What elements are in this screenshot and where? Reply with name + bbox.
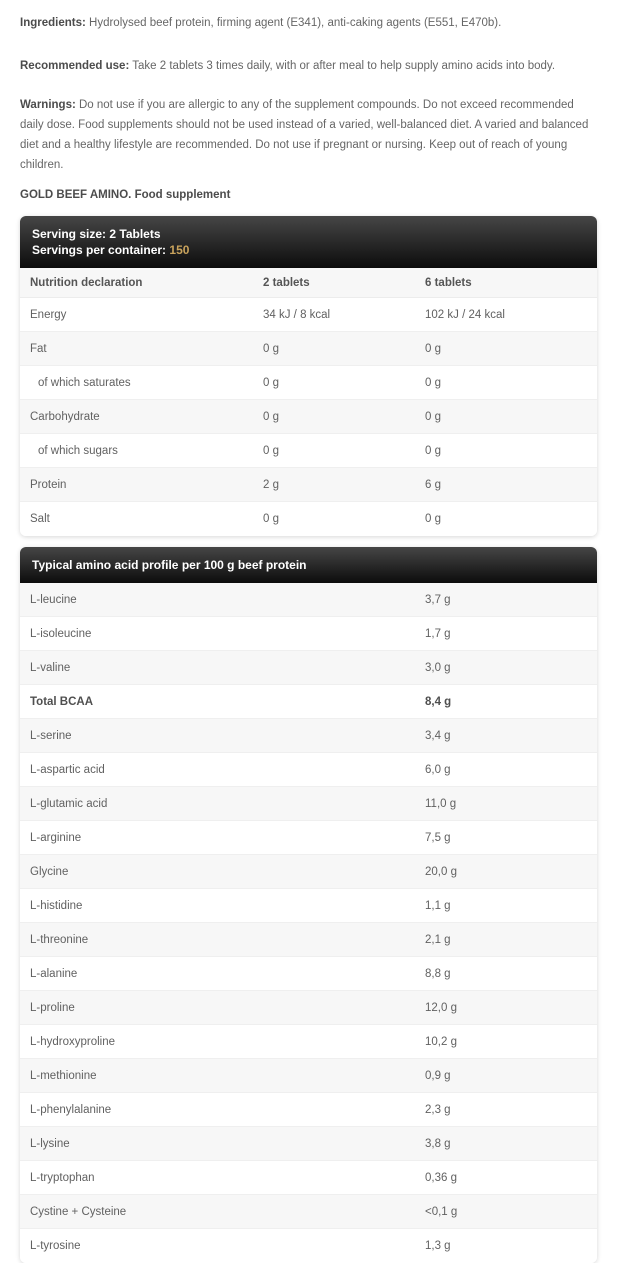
recommended-use-paragraph [20, 56, 597, 76]
amino-acid-value: 3,0 g [425, 661, 451, 674]
ingredients-text: Hydrolysed beef protein, firming agent (E341), anti-caking agents (E551, E470b). [89, 17, 502, 29]
nutrition-table-row [20, 434, 597, 468]
warnings-text: Do not use if you are allergic to any of the supplement compounds. Do not exceed recommended daily dose. Food supplements should not be used instead of a varied, well-balanced diet. A varied and balanced diet and a healthy lifestyle are recommended. Do not use if pregnant or nursing. Keep out of reach of young children. [20, 99, 589, 171]
amino-table-row [20, 753, 597, 787]
amino-acid-name: L-serine [30, 729, 72, 742]
column-nutrition-declaration: Nutrition declaration [30, 276, 143, 289]
nutrition-table-row [20, 400, 597, 434]
amino-acid-name: L-leucine [30, 593, 77, 606]
amino-acid-name: L-alanine [30, 967, 78, 980]
column-2-tablets: 2 tablets [263, 276, 310, 289]
amino-acid-name: L-valine [30, 661, 71, 674]
serving-size-value: 2 Tablets [109, 227, 161, 241]
amino-acid-value: 11,0 g [425, 797, 457, 810]
value-2-tablets: 0 g [263, 410, 279, 423]
value-2-tablets: 2 g [263, 478, 279, 491]
amino-acid-value: 7,5 g [425, 831, 451, 844]
amino-table-row [20, 1025, 597, 1059]
amino-acid-value: 2,1 g [425, 933, 451, 946]
value-6-tablets: 0 g [425, 342, 441, 355]
amino-acid-value: 0,9 g [425, 1069, 451, 1082]
nutrition-table-row [20, 332, 597, 366]
amino-table-row [20, 719, 597, 753]
serving-size-label: Serving size: [32, 227, 107, 241]
value-2-tablets: 0 g [263, 342, 279, 355]
amino-table-row [20, 1059, 597, 1093]
amino-acid-name: Total BCAA [30, 695, 94, 708]
recommended-use-label: Recommended use: [20, 60, 130, 72]
nutrition-declaration-card [20, 216, 597, 536]
amino-profile-header: Typical amino acid profile per 100 g beef protein [20, 547, 597, 583]
amino-acid-name: L-lysine [30, 1137, 70, 1150]
amino-acid-value: 1,1 g [425, 899, 451, 912]
amino-acid-name: L-tryptophan [30, 1171, 95, 1184]
amino-acid-value: 0,36 g [425, 1171, 457, 1184]
amino-acid-value: 2,3 g [425, 1103, 451, 1116]
value-6-tablets: 0 g [425, 513, 441, 525]
serving-info-header [20, 216, 597, 268]
amino-acid-name: L-methionine [30, 1069, 97, 1082]
amino-acid-name: L-isoleucine [30, 627, 92, 640]
amino-table-row [20, 617, 597, 651]
nutrition-table-row [20, 298, 597, 332]
warnings-paragraph [20, 95, 597, 175]
amino-acid-name: L-glutamic acid [30, 797, 108, 810]
amino-table-row [20, 923, 597, 957]
amino-acid-value: 3,8 g [425, 1137, 451, 1150]
amino-acid-value: 3,7 g [425, 593, 451, 606]
amino-table-row [20, 889, 597, 923]
amino-acid-value: 10,2 g [425, 1035, 457, 1048]
amino-acid-name: L-aspartic acid [30, 763, 105, 776]
servings-label: Servings per container: [32, 243, 167, 257]
amino-acid-value: 8,8 g [425, 967, 451, 980]
amino-acid-value: 20,0 g [425, 865, 457, 878]
amino-table-row [20, 991, 597, 1025]
ingredients-label: Ingredients: [20, 17, 86, 29]
amino-table-row [20, 821, 597, 855]
warnings-label: Warnings: [20, 99, 76, 111]
amino-acid-name: L-arginine [30, 831, 82, 844]
nutrition-table-rows [20, 298, 597, 536]
value-6-tablets: 0 g [425, 410, 441, 423]
serving-size-line [32, 226, 585, 242]
nutrient-name: of which sugars [38, 444, 118, 457]
value-2-tablets: 0 g [263, 376, 279, 389]
value-2-tablets: 0 g [263, 513, 279, 525]
nutrient-name: Salt [30, 513, 50, 525]
amino-table-row [20, 1093, 597, 1127]
amino-acid-name: L-tyrosine [30, 1240, 81, 1252]
nutrient-name: Energy [30, 308, 67, 321]
amino-acid-value: 1,3 g [425, 1240, 451, 1252]
amino-acid-value: 8,4 g [425, 695, 452, 708]
nutrient-name: Carbohydrate [30, 410, 100, 423]
amino-acid-value: 3,4 g [425, 729, 451, 742]
value-6-tablets: 102 kJ / 24 kcal [425, 308, 505, 321]
amino-table-row [20, 685, 597, 719]
amino-acid-name: L-proline [30, 1001, 75, 1014]
nutrition-table-row [20, 468, 597, 502]
recommended-use-text: Take 2 tablets 3 times daily, with or after meal to help supply amino acids into body. [132, 60, 556, 72]
amino-acid-profile-card [20, 547, 597, 1263]
amino-acid-name: L-threonine [30, 933, 89, 946]
nutrient-name: Fat [30, 342, 47, 355]
amino-acid-value: 1,7 g [425, 627, 451, 640]
amino-table-row [20, 1195, 597, 1229]
nutrition-column-headers [20, 268, 597, 298]
amino-table-row [20, 1161, 597, 1195]
amino-table-row [20, 855, 597, 889]
column-6-tablets: 6 tablets [425, 276, 472, 289]
amino-acid-name: Cystine + Cysteine [30, 1205, 127, 1218]
nutrition-table-row [20, 366, 597, 400]
amino-acid-name: L-phenylalanine [30, 1103, 112, 1116]
product-info-page [0, 13, 617, 1252]
amino-acid-name: L-hydroxyproline [30, 1035, 116, 1048]
amino-table-row [20, 1229, 597, 1263]
amino-acid-value: 12,0 g [425, 1001, 457, 1014]
servings-per-container-line [32, 242, 585, 258]
nutrient-name: Protein [30, 478, 67, 491]
amino-table-row [20, 583, 597, 617]
value-2-tablets: 0 g [263, 444, 279, 457]
amino-acid-name: Glycine [30, 865, 69, 878]
product-title: GOLD BEEF AMINO. Food supplement [20, 189, 231, 201]
amino-acid-value: 6,0 g [425, 763, 451, 776]
value-6-tablets: 0 g [425, 376, 441, 389]
nutrition-table-row [20, 502, 597, 536]
amino-acid-value: <0,1 g [425, 1205, 458, 1218]
value-6-tablets: 0 g [425, 444, 441, 457]
amino-table-row [20, 957, 597, 991]
amino-table-rows [20, 583, 597, 1263]
ingredients-paragraph [20, 13, 597, 33]
servings-value: 150 [169, 243, 190, 257]
amino-table-row [20, 1127, 597, 1161]
nutrient-name: of which saturates [38, 376, 131, 389]
amino-table-row [20, 787, 597, 821]
amino-table-row [20, 651, 597, 685]
value-6-tablets: 6 g [425, 478, 441, 491]
amino-acid-name: L-histidine [30, 899, 83, 912]
value-2-tablets: 34 kJ / 8 kcal [263, 308, 331, 321]
